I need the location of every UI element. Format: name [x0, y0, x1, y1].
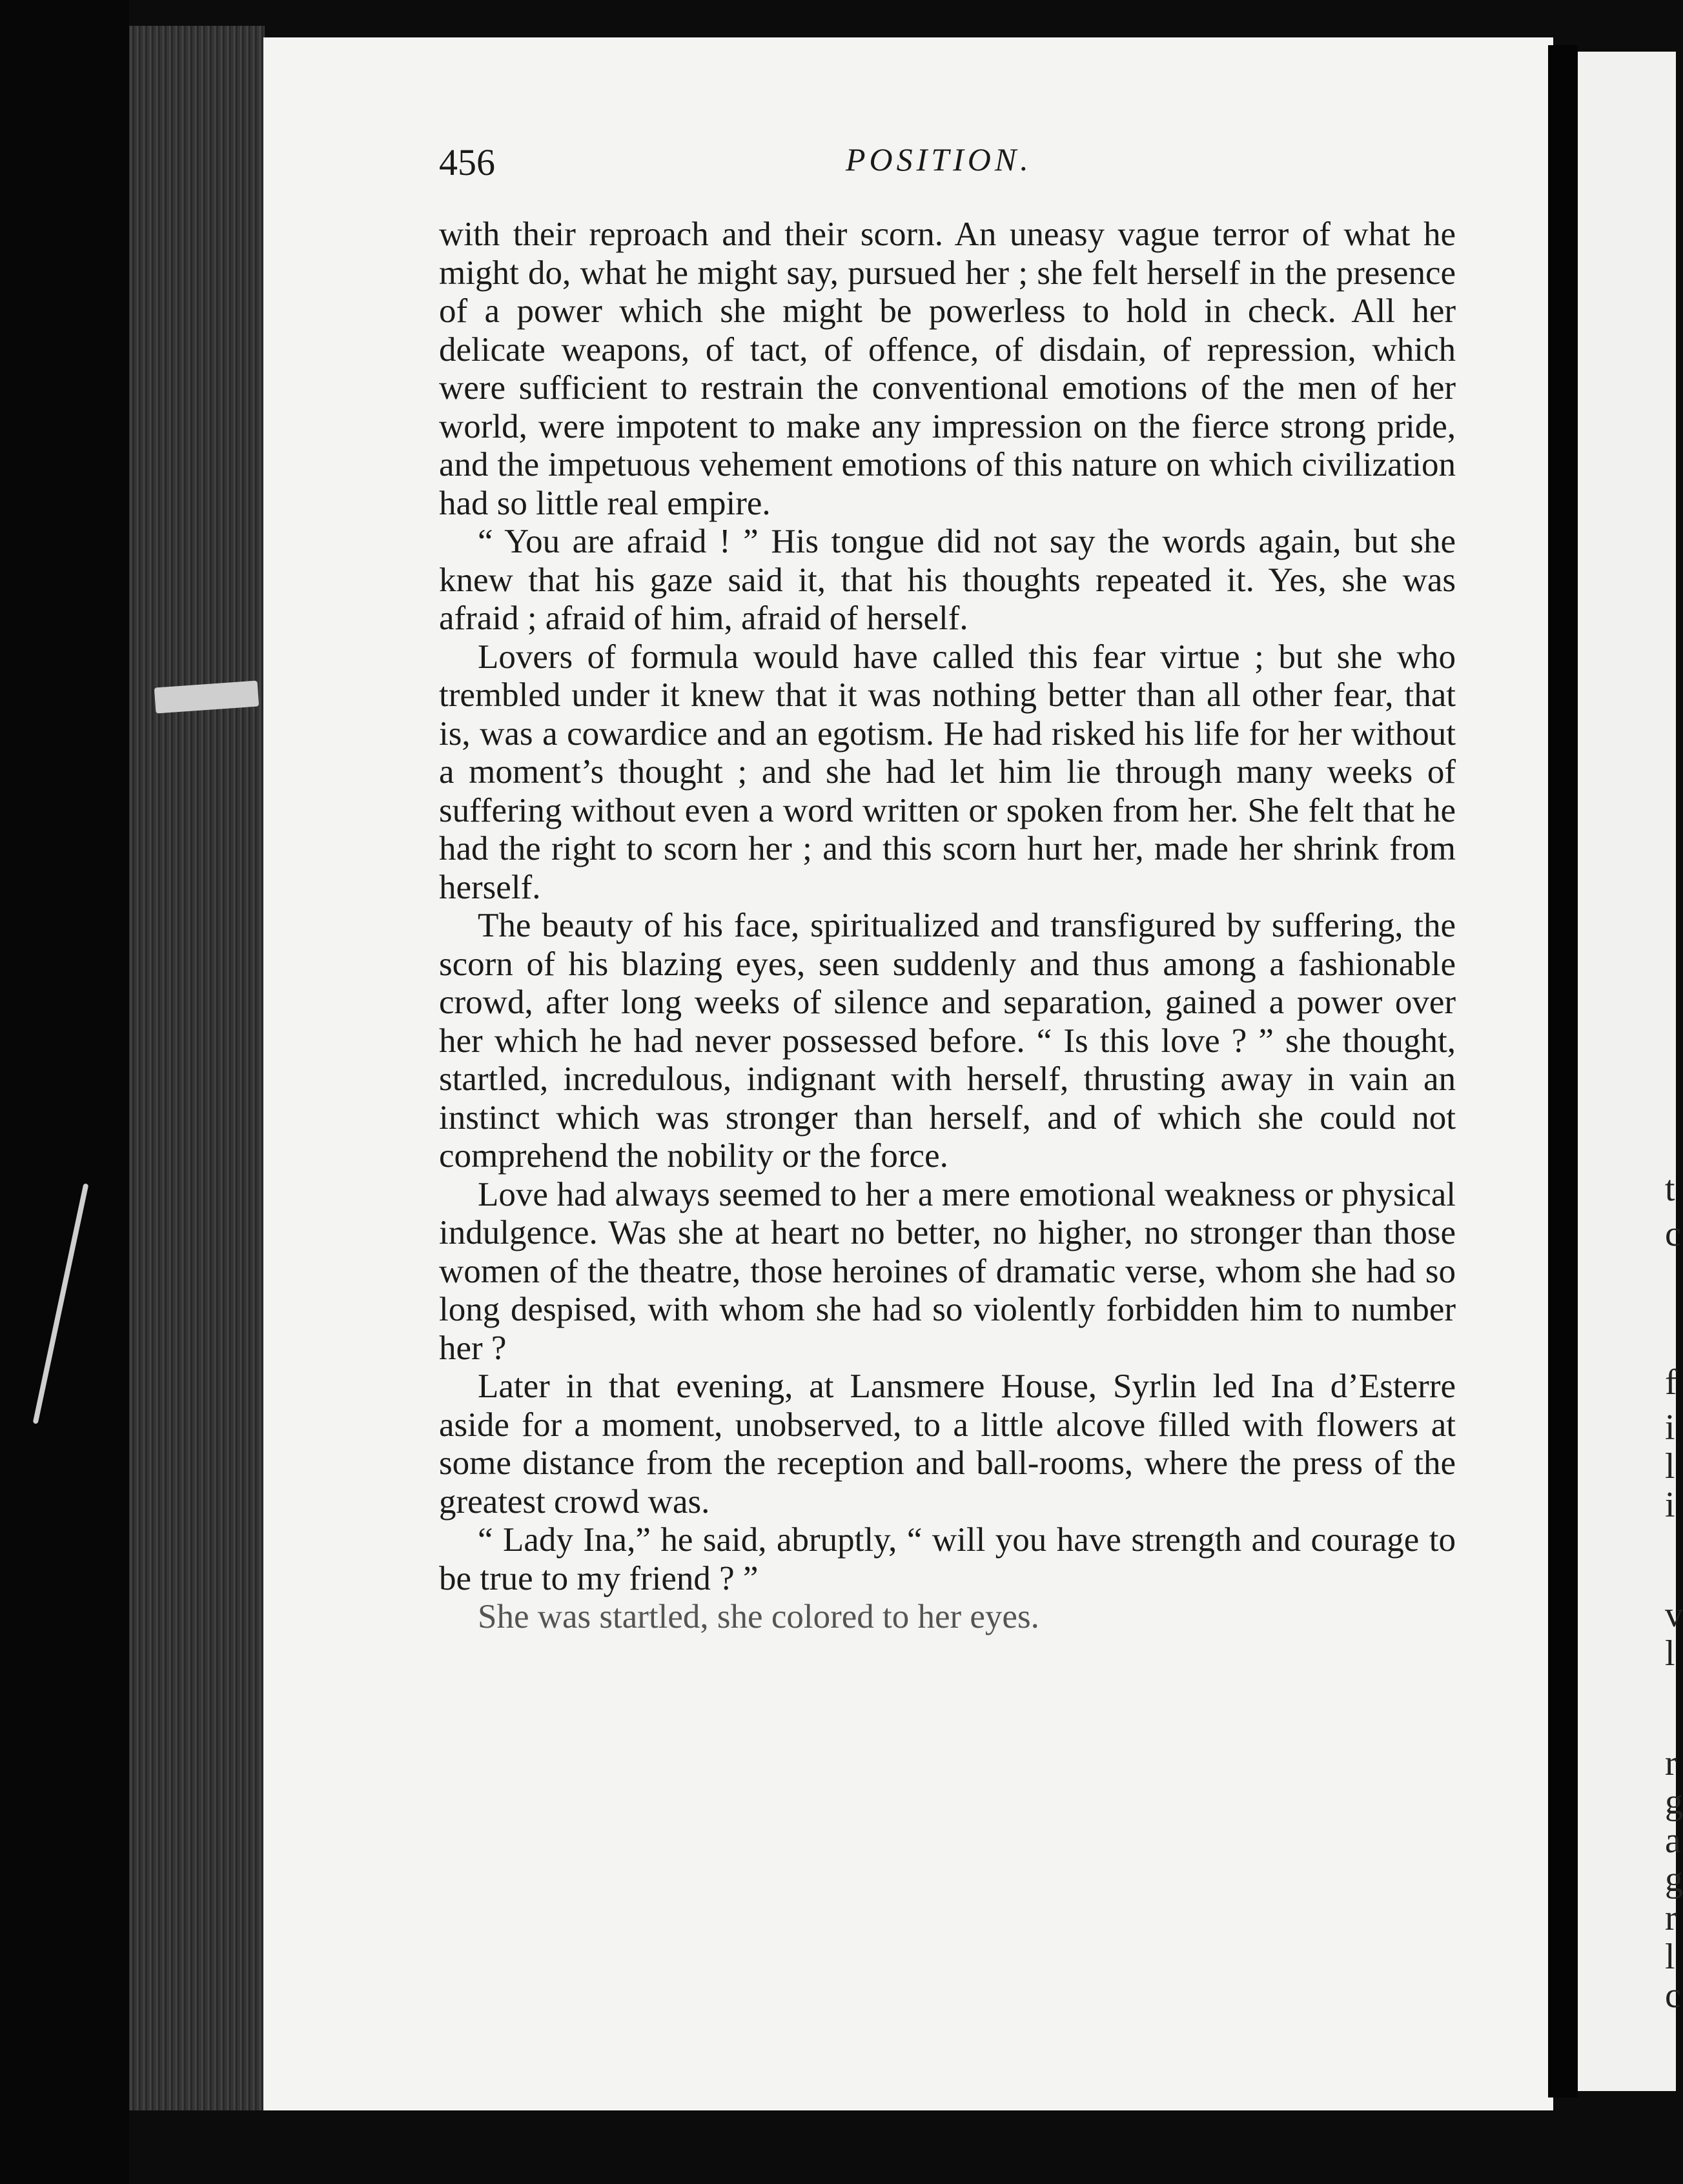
paragraph: Later in that evening, at Lansmere House, Syrlin led Ina d’Esterre aside for a moment, unobserved, to a little alcove filled with flowers at some distance from the reception and ball-rooms, where the press of the greatest crowd was.	[439, 1368, 1456, 1521]
running-head	[439, 141, 1446, 192]
facing-page-letter: l	[1665, 1633, 1675, 1673]
facing-page-letter: g	[1665, 1859, 1683, 1899]
facing-page-letter: v	[1665, 1595, 1683, 1635]
facing-page-letter: f	[1665, 1362, 1677, 1402]
scan-background	[0, 0, 129, 2184]
facing-page-letter: c	[1665, 1976, 1681, 2016]
facing-page-letter: i	[1665, 1485, 1675, 1525]
facing-page-letter: r	[1665, 1743, 1677, 1783]
page-body	[439, 216, 1456, 2042]
paragraph: Love had always seemed to her a mere emotional weakness or physical indulgence. Was she at heart no better, no higher, no stronger than those women of the theatre, those heroines of dramatic verse, whom she had so long despised, with whom she had so violently forbidden him to number her ?	[439, 1175, 1456, 1367]
paragraph: She was startled, she colored to her eyes.	[478, 1598, 1039, 1635]
facing-page-edge	[1578, 52, 1683, 2091]
facing-page-letter: l	[1665, 1446, 1675, 1486]
facing-page-letter: c	[1665, 1214, 1681, 1254]
facing-page-letter: l	[1665, 1937, 1675, 1977]
gutter-shadow	[1548, 45, 1578, 2098]
paragraph: with their reproach and their scorn. An uneasy vague terror of what he might do, what he might say, pursued her ; she felt herself in the presence of a power which she might be powerless to hold in check. All her delicate weapons, of tact, of offence, of disdain, of repression, which were sufficient to restrain the conventional emotions of the men of her world, were impotent to make any impression on the fierce strong pride, and the impetuous vehement emotions of this nature on which civilization had so little real empire.	[439, 216, 1456, 522]
facing-page-letter: t	[1665, 1169, 1675, 1209]
paragraph: “ Lady Ina,” he said, abruptly, “ will you have strength and courage to be true to my friend ? ”	[439, 1521, 1456, 1597]
book-spine-edge	[129, 26, 265, 2110]
running-title: POSITION.	[846, 141, 1032, 177]
facing-page-letter: a	[1665, 1821, 1681, 1861]
paragraph: Lovers of formula would have called this fear virtue ; but she who trembled under it knew that it was nothing better than all other fear, that is, was a cowardice and an egotism. He had risked his life for her without a moment’s thought ; and she had let him lie through many weeks of suffering without even a word written or spoken from her. She felt that he had the right to scorn her ; and this scorn hurt her, made her shrink from herself.	[439, 638, 1456, 906]
facing-page-letter: r	[1665, 1898, 1677, 1938]
facing-page-letter: g	[1665, 1782, 1683, 1822]
paragraph: “ You are afraid ! ” His tongue did not say the words again, but she knew that his gaze said it, that his thoughts repeated it. Yes, she was afraid ; afraid of him, afraid of herself.	[439, 523, 1456, 637]
facing-page-letter: i	[1665, 1408, 1675, 1448]
paragraph: The beauty of his face, spiritualized and transfigured by suffering, the scorn of his blazing eyes, seen suddenly and thus among a fashionable crowd, after long weeks of silence and separation, gained a power over her which he had never possessed before. “ Is this love ? ” she thought, startled, incredulous, indignant with herself, thrusting away in vain an instinct which was stronger than herself, and of which she could not comprehend the nobility or the force.	[439, 907, 1456, 1175]
page-number: 456	[439, 141, 495, 183]
